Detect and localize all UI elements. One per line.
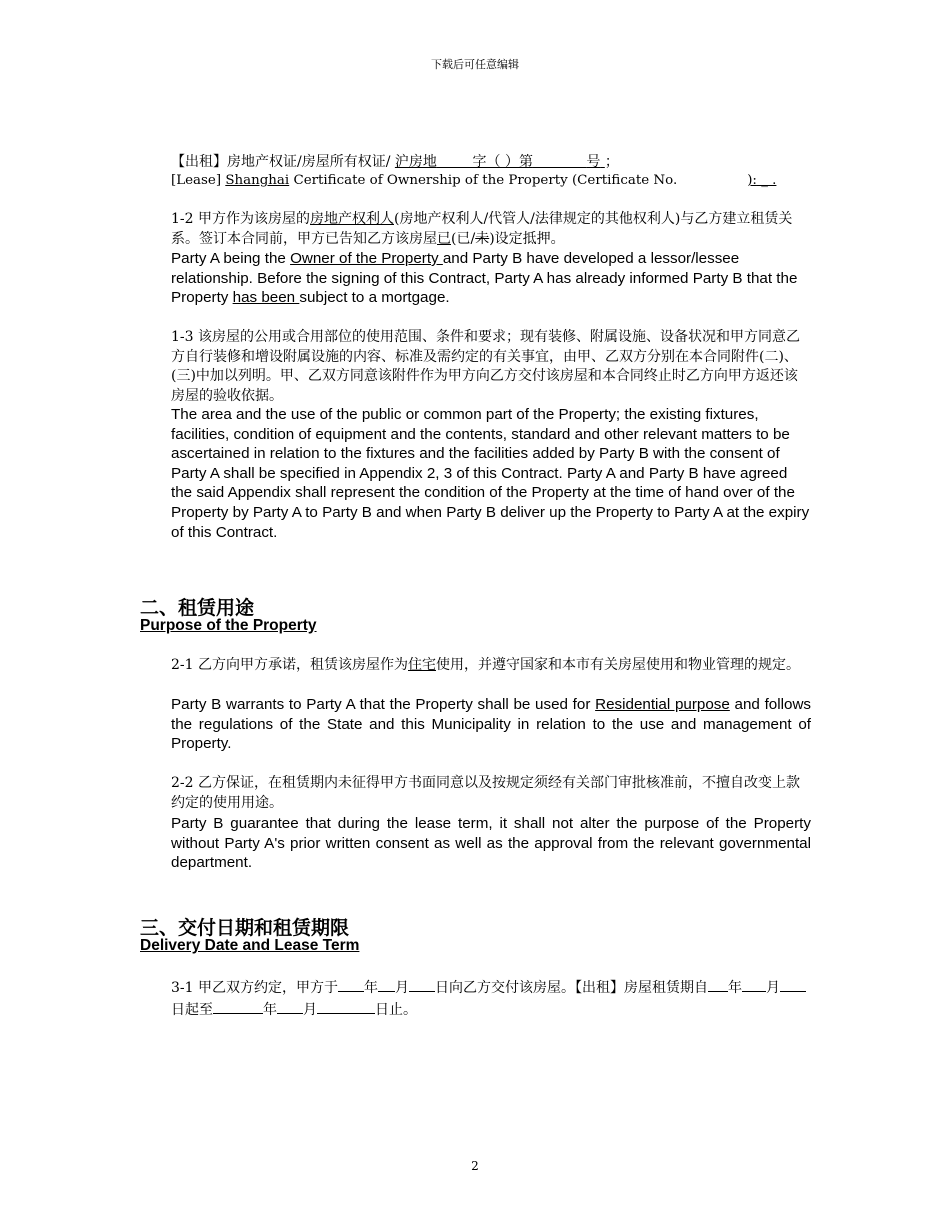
blank-field [317,999,375,1014]
blank-field [742,977,766,992]
blank-field [409,977,435,992]
use-type-en: Residential purpose [595,696,730,713]
clause-2-2-en: Party B guarantee that during the lease term, it shall not alter the purpose of the Property without Party A's prior written consent as well as the approval from the relevant governmental department. [171,815,811,872]
section-2-title-zh: 二、租赁用途 [140,597,255,619]
use-type: 住宅 [408,657,436,673]
header-note: 下载后可任意编辑 [431,58,519,71]
certificate-shanghai: Shanghai [225,173,290,188]
clause-2-1-zh: 2-1 乙方向甲方承诺，租赁该房屋作为住宅使用，并遵守国家和本市有关房屋使用和物业管理的规定。 [171,657,800,673]
clause-3-1: 3-1 甲乙双方约定，甲方于 年 月 日向乙方交付该房屋。【出租】房屋租赁期自 年 月日起至 年 月 日止。 [171,977,811,1020]
certificate-end: ； [604,154,619,170]
section-2-title-en: Purpose of the Property [140,617,317,634]
blank-field [708,977,728,992]
certificate-line-zh [171,153,821,173]
owner-role: 房地产权利人 [310,211,394,227]
clause-1-3-zh: 1-3 该房屋的公用或合用部位的使用范围、条件和要求；现有装修、附属设施、设备状况和甲方同意乙方自行装修和增设附属设施的内容、标准及需约定的有关事宜，由甲、乙双方分别在本合同附件(二)、(三)中加以列明。甲、乙双方同意该附件作为甲方向乙方交付该房屋和本合同终止时乙方向甲方返还该房屋的验收依据。 [171,329,800,404]
certificate-lease-label: [Lease] [171,173,226,188]
clause-1-2-en: Party A being the Owner of the Property and Party B have developed a lessor/lessee relationship. Before the signing of this Contract, Party A has already informed Party B that the Property has been subject to a mortgage. [171,250,798,307]
blank-field [780,977,806,992]
certificate-en-text: Certificate of Ownership of the Property (Certificate No. [289,173,678,188]
blank-field [378,977,395,992]
owner-role-en: Owner of the Property [290,250,443,267]
certificate-line-en [171,173,776,188]
section-3-title-en: Delivery Date and Lease Term [140,937,360,954]
mortgage-status-en: has been [232,289,300,307]
clause-1-3-en: The area and the use of the public or common part of the Property; the existing fixtures, facilities, condition of equipment and the contents, standard and other relevant matters to be ascertained in relation to the fixtures and the facilities added by Party B with the consent of Party A shall be specified in Appendix 2, 3 of this Contract. Party A and Party B have agreed the said Appendix shall represent the condition of the Property at the time of hand over of the Property by Party A to Party B and when Party B deliver up the Property to Party A at the expiry of this Contract. [171,406,810,541]
certificate-prefix: 【出租】房地产权证/房屋所有权证/ [171,154,395,170]
blank-field [338,977,364,992]
blank-field [277,999,303,1014]
page-number: 2 [471,1159,479,1173]
clause-1-2-zh: 1-2 甲方作为该房屋的房地产权利人(房地产权利人/代管人/法律规定的其他权利人)与乙方建立租赁关系。签订本合同前，甲方已告知乙方该房屋已(已/未)设定抵押。 [171,211,793,247]
certificate-en-close: ): _ . [747,173,777,188]
blank-field [213,999,263,1014]
certificate-district: 沪房地 字（ ）第 号 [394,154,601,170]
mortgage-status: 已 [437,230,451,247]
section-3-title-zh: 三、交付日期和租赁期限 [140,917,350,939]
clause-2-2-zh: 2-2 乙方保证，在租赁期内未征得甲方书面同意以及按规定须经有关部门审批核准前，不擅自改变上款约定的使用用途。 [171,775,800,811]
clause-2-1-en: Party B warrants to Party A that the Property shall be used for Residential purpose and follows the regulations of the State and this Municipality in relation to the use and management of Property. [171,696,812,753]
